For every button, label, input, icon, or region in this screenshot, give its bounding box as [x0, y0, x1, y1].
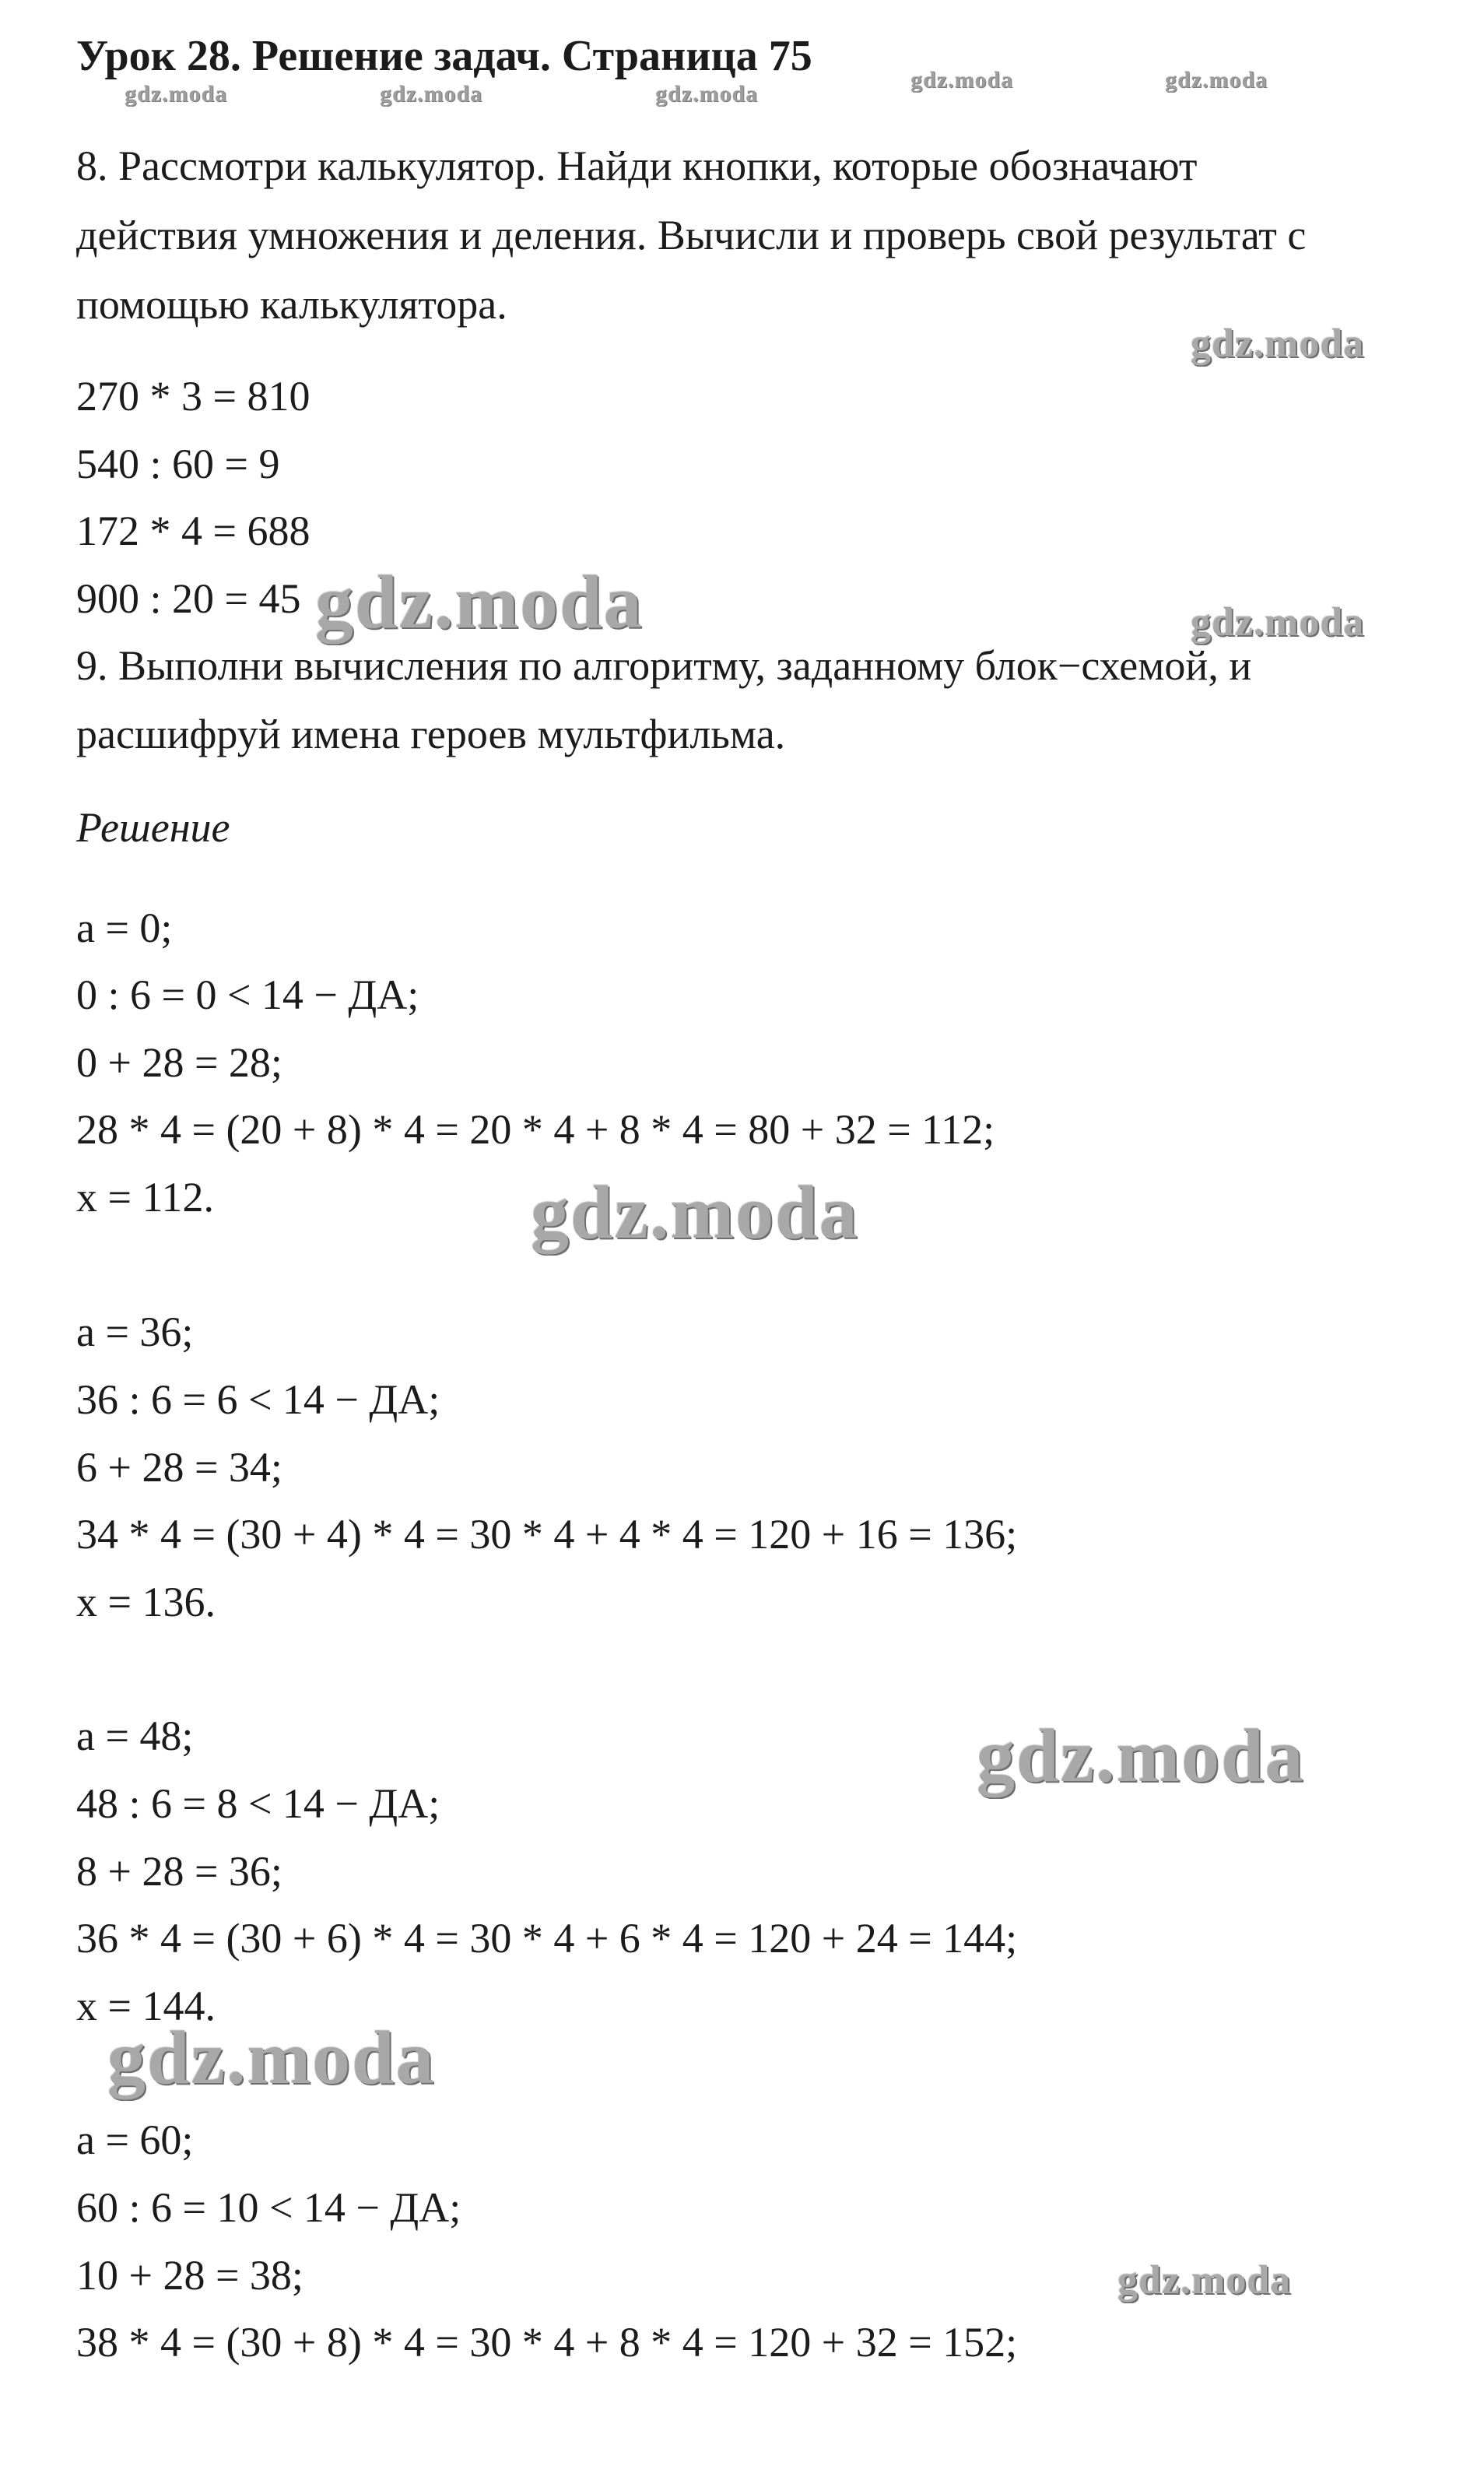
solution-line: x = 144.: [76, 1983, 216, 2029]
solution-line: 38 * 4 = (30 + 8) * 4 = 30 * 4 + 8 * 4 = 120 + 32 = 152;: [76, 2319, 1018, 2366]
watermark: gdz.moda: [1191, 321, 1365, 366]
watermark: gdz.moda: [1191, 600, 1365, 645]
page-title: Урок 28. Решение задач. Страница 75: [76, 32, 812, 80]
task8-text-line: помощью калькулятора.: [76, 281, 507, 328]
solution-line: 10 + 28 = 38;: [76, 2252, 303, 2299]
watermark: gdz.moda: [315, 560, 644, 645]
solution-line: 48 : 6 = 8 < 14 − ДА;: [76, 1780, 440, 1827]
solution-line: a = 0;: [76, 905, 173, 951]
solution-line: x = 136.: [76, 1579, 216, 1625]
watermark: gdz.moda: [1165, 67, 1268, 93]
task9-text-line: расшифруй имена героев мультфильма.: [76, 711, 786, 757]
solution-line: a = 48;: [76, 1712, 194, 1759]
task8-equation: 270 * 3 = 810: [76, 373, 310, 420]
watermark: gdz.moda: [655, 81, 759, 107]
solution-line: 34 * 4 = (30 + 4) * 4 = 30 * 4 + 4 * 4 = 120 + 16 = 136;: [76, 1511, 1018, 1558]
watermark: gdz.moda: [531, 1171, 859, 1255]
task9-text-line: 9. Выполни вычисления по алгоритму, заданному блок−схемой, и: [76, 642, 1252, 689]
solution-line: 0 + 28 = 28;: [76, 1039, 282, 1086]
solution-line: 6 + 28 = 34;: [76, 1444, 282, 1491]
solution-line: 28 * 4 = (20 + 8) * 4 = 20 * 4 + 8 * 4 = 80 + 32 = 112;: [76, 1106, 995, 1153]
solution-line: 36 : 6 = 6 < 14 − ДА;: [76, 1376, 440, 1423]
watermark: gdz.moda: [107, 2016, 436, 2100]
solution-line: a = 60;: [76, 2116, 194, 2163]
watermark: gdz.moda: [380, 81, 483, 107]
solution-line: a = 36;: [76, 1308, 194, 1355]
solution-line: x = 112.: [76, 1174, 214, 1221]
solution-line: 36 * 4 = (30 + 6) * 4 = 30 * 4 + 6 * 4 = 120 + 24 = 144;: [76, 1915, 1018, 1962]
task8-equation: 900 : 20 = 45: [76, 575, 301, 622]
watermark: gdz.moda: [1117, 2258, 1292, 2303]
solution-line: 8 + 28 = 36;: [76, 1848, 282, 1895]
solution-line: 60 : 6 = 10 < 14 − ДА;: [76, 2184, 461, 2231]
watermark: gdz.moda: [125, 81, 228, 107]
task8-equation: 540 : 60 = 9: [76, 441, 280, 487]
task8-equation: 172 * 4 = 688: [76, 508, 310, 554]
task8-text-line: действия умножения и деления. Вычисли и проверь свой результат с: [76, 212, 1307, 258]
solution-line: 0 : 6 = 0 < 14 − ДА;: [76, 971, 419, 1018]
watermark: gdz.moda: [910, 67, 1014, 93]
solution-label: Решение: [76, 804, 230, 851]
task8-text-line: 8. Рассмотри калькулятор. Найди кнопки, которые обозначают: [76, 142, 1198, 189]
watermark: gdz.moda: [977, 1714, 1305, 1798]
